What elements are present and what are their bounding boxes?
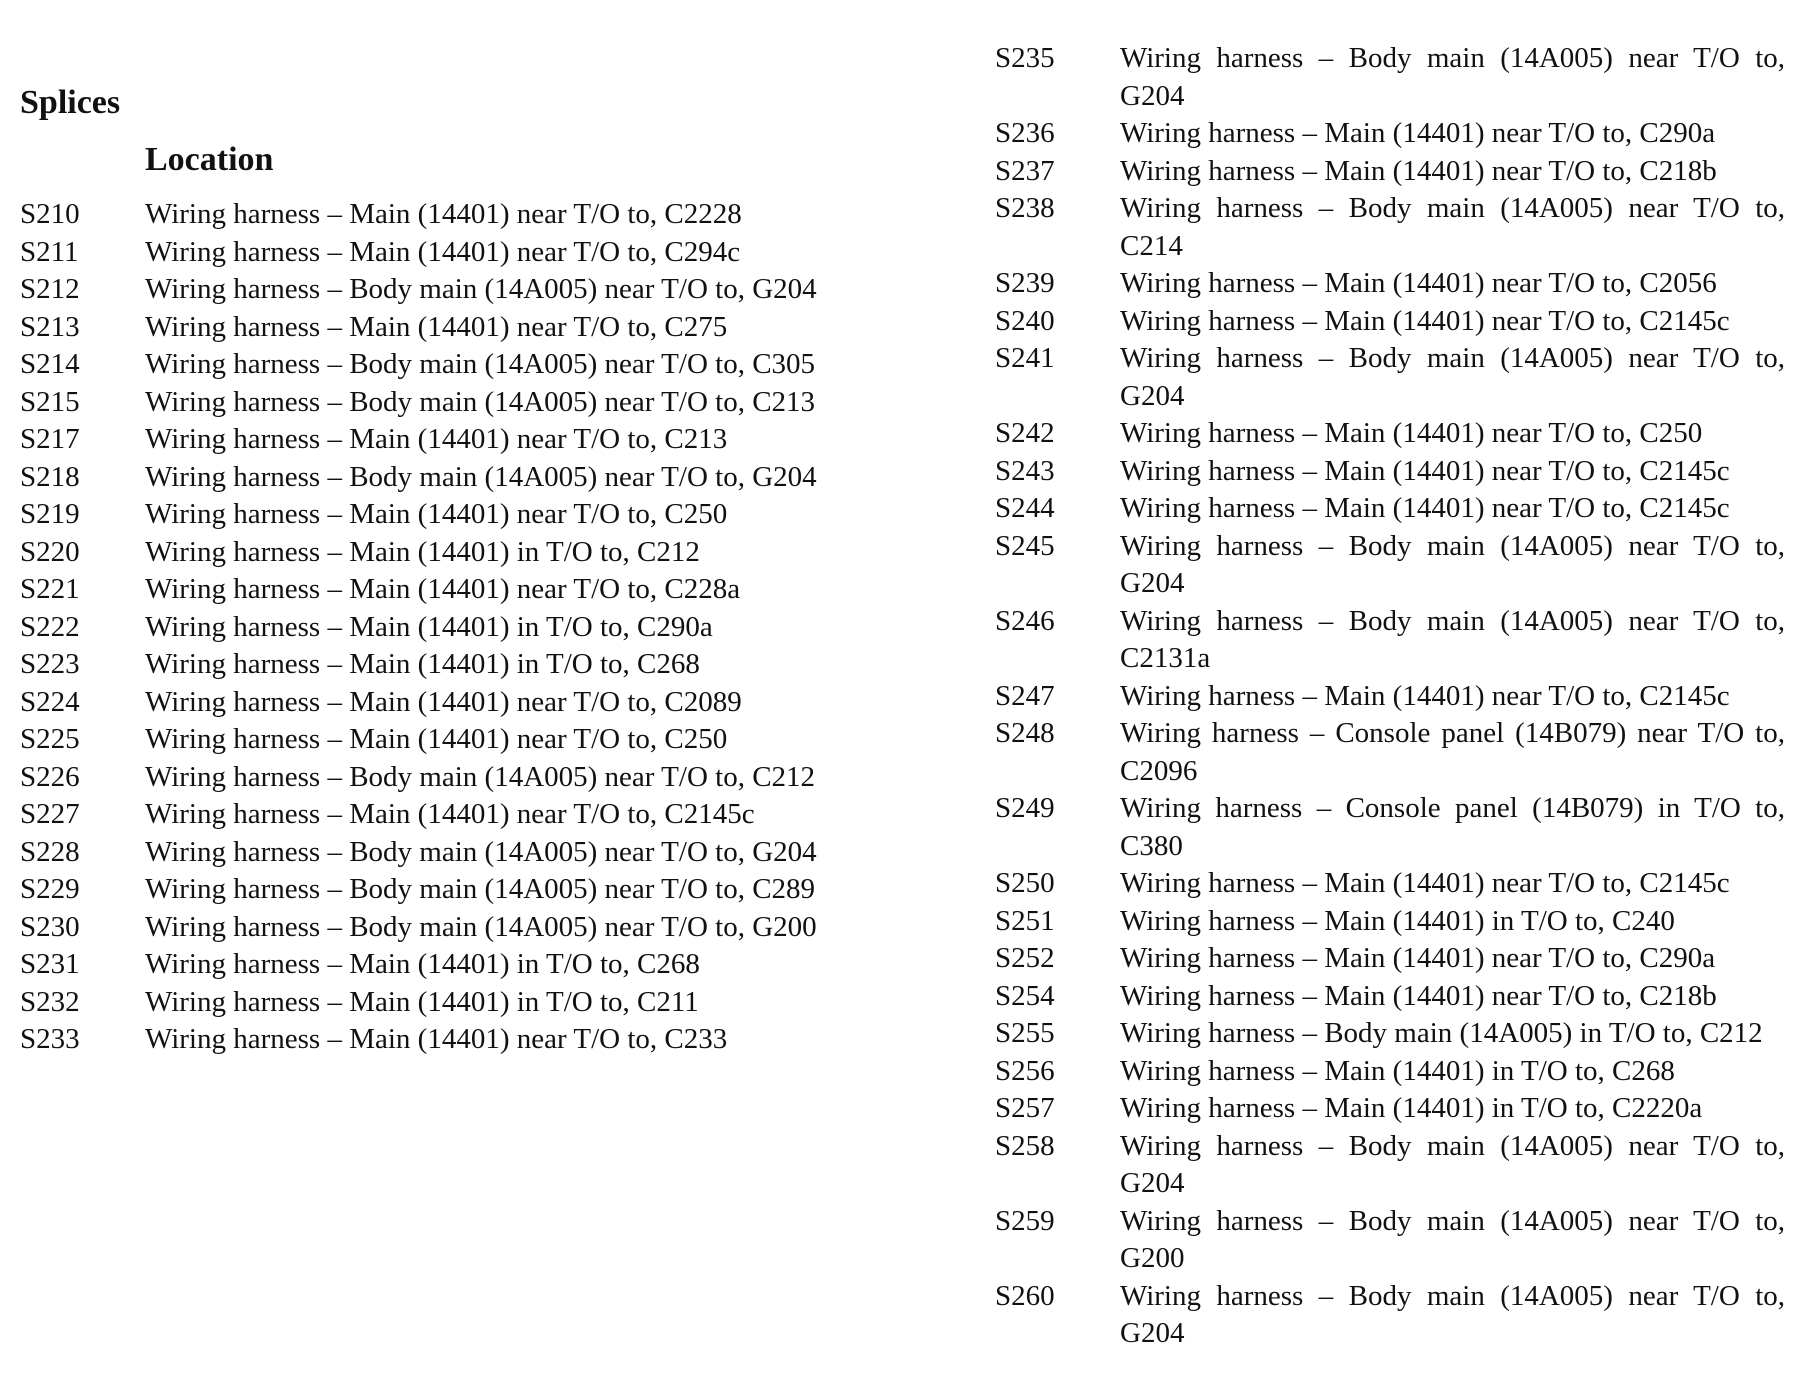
splice-location: Wiring harness – Main (14401) near T/O to, C250 [145, 498, 728, 530]
splice-code: S214 [20, 348, 80, 380]
splice-code: S230 [20, 910, 80, 943]
splice-location: Wiring harness – Body main (14A005) near T/O to, G204 [1120, 42, 1785, 112]
splice-location: Wiring harness – Body main (14A005) near T/O to, G204 [1120, 1279, 1785, 1349]
splice-code: S226 [20, 760, 80, 793]
splice-code: S240 [995, 304, 1055, 337]
splice-row [995, 978, 1785, 1016]
splice-code: S221 [20, 573, 80, 605]
splice-code: S252 [995, 942, 1055, 974]
splice-code: S218 [20, 460, 80, 493]
splice-location: Wiring harness – Main (14401) near T/O to, C228a [145, 573, 741, 605]
right-splice-list [995, 40, 1785, 1353]
splice-location: Wiring harness – Main (14401) near T/O to, C2145c [1120, 304, 1730, 337]
splice-row [20, 421, 820, 459]
splice-code: S258 [995, 1129, 1055, 1162]
splice-location: Wiring harness – Body main (14A005) near T/O to, G200 [1120, 1204, 1785, 1274]
splice-code: S256 [995, 1054, 1055, 1087]
splice-row [20, 796, 820, 834]
splice-row [995, 715, 1785, 790]
splice-code: S257 [995, 1092, 1055, 1124]
splice-code: S248 [995, 717, 1055, 749]
splice-location: Wiring harness – Main (14401) in T/O to, C268 [145, 648, 700, 680]
splice-location: Wiring harness – Main (14401) near T/O to, C250 [145, 723, 728, 755]
splice-code: S239 [995, 267, 1055, 299]
splice-row [995, 453, 1785, 491]
splice-row [20, 834, 820, 872]
splice-row [995, 1090, 1785, 1128]
splice-code: S219 [20, 498, 80, 530]
splice-row [995, 865, 1785, 903]
splice-code: S222 [20, 610, 80, 643]
splice-row [995, 1278, 1785, 1353]
splice-code: S220 [20, 535, 80, 568]
splice-row [995, 265, 1785, 303]
splice-row [20, 609, 820, 647]
splice-row [995, 678, 1785, 716]
splice-code: S231 [20, 948, 80, 980]
splice-location: Wiring harness – Body main (14A005) near T/O to, C2131a [1120, 604, 1785, 674]
splice-row [20, 721, 820, 759]
splice-location: Wiring harness – Body main (14A005) in T/O to, C212 [1120, 1017, 1763, 1049]
splice-code: S232 [20, 985, 80, 1018]
splice-location: Wiring harness – Body main (14A005) near T/O to, G204 [1120, 342, 1785, 412]
splice-location: Wiring harness – Console panel (14B079) in T/O to, C380 [1120, 792, 1785, 862]
splice-location: Wiring harness – Body main (14A005) near T/O to, C213 [145, 385, 816, 418]
splice-row [20, 459, 820, 497]
splice-row [995, 303, 1785, 341]
splice-location: Wiring harness – Body main (14A005) near T/O to, G204 [1120, 1129, 1785, 1199]
splice-location: Wiring harness – Main (14401) near T/O to, C213 [145, 423, 728, 455]
splice-code: S223 [20, 648, 80, 680]
splice-location: Wiring harness – Main (14401) near T/O to, C2145c [1120, 679, 1730, 712]
splice-location: Wiring harness – Main (14401) in T/O to, C240 [1120, 904, 1675, 937]
splice-location: Wiring harness – Body main (14A005) near T/O to, G204 [145, 835, 817, 868]
splice-row [995, 415, 1785, 453]
splice-location: Wiring harness – Main (14401) near T/O to, C233 [145, 1023, 728, 1055]
splice-row [20, 646, 820, 684]
splice-location: Wiring harness – Body main (14A005) near T/O to, C214 [1120, 192, 1785, 262]
splice-row [20, 984, 820, 1022]
splice-location: Wiring harness – Main (14401) near T/O to, C2145c [145, 798, 755, 830]
splice-code: S241 [995, 342, 1055, 374]
splice-row [995, 153, 1785, 191]
splice-code: S227 [20, 798, 80, 830]
splice-row [995, 903, 1785, 941]
splice-code: S244 [995, 492, 1055, 524]
splice-row [995, 490, 1785, 528]
splice-location: Wiring harness – Main (14401) in T/O to, C2220a [1120, 1092, 1703, 1124]
splice-code: S245 [995, 529, 1055, 562]
splice-code: S215 [20, 385, 80, 418]
splice-code: S217 [20, 423, 80, 455]
splice-row [20, 309, 820, 347]
splice-location: Wiring harness – Main (14401) near T/O to, C290a [1120, 117, 1716, 149]
splice-location: Wiring harness – Main (14401) near T/O to, C290a [1120, 942, 1716, 974]
splice-code: S250 [995, 867, 1055, 899]
splice-row [995, 340, 1785, 415]
splice-row [995, 790, 1785, 865]
left-splice-list [20, 196, 820, 1059]
splice-code: S228 [20, 835, 80, 868]
splice-code: S237 [995, 154, 1055, 187]
splice-row [20, 234, 820, 272]
splice-location: Wiring harness – Main (14401) in T/O to, C211 [145, 985, 699, 1018]
splice-row [995, 528, 1785, 603]
location-column-heading: Location [145, 141, 274, 178]
splice-row [20, 1021, 820, 1059]
splice-row [20, 496, 820, 534]
splice-code: S247 [995, 679, 1055, 712]
splice-row [995, 1015, 1785, 1053]
splice-row [20, 909, 820, 947]
splice-location: Wiring harness – Main (14401) near T/O to, C294c [145, 235, 741, 268]
splice-code: S225 [20, 723, 80, 755]
splice-code: S255 [995, 1017, 1055, 1049]
splice-location: Wiring harness – Console panel (14B079) near T/O to, C2096 [1120, 717, 1785, 787]
splice-location: Wiring harness – Body main (14A005) near T/O to, C212 [145, 760, 816, 793]
splice-code: S210 [20, 198, 80, 230]
splice-row [995, 603, 1785, 678]
splice-location: Wiring harness – Main (14401) in T/O to, C212 [145, 535, 700, 568]
splice-row [995, 40, 1785, 115]
splice-location: Wiring harness – Main (14401) near T/O to, C218b [1120, 979, 1717, 1012]
splice-location: Wiring harness – Body main (14A005) near T/O to, G200 [145, 910, 817, 943]
splice-code: S259 [995, 1204, 1055, 1237]
splice-code: S213 [20, 310, 80, 343]
splice-code: S235 [995, 42, 1055, 74]
splice-row [995, 1053, 1785, 1091]
splice-row [20, 571, 820, 609]
splice-location: Wiring harness – Main (14401) in T/O to, C290a [145, 610, 713, 643]
splice-row [995, 940, 1785, 978]
splice-code: S251 [995, 904, 1055, 937]
splice-code: S224 [20, 685, 80, 718]
splice-location: Wiring harness – Main (14401) near T/O to, C218b [1120, 154, 1717, 187]
splice-location: Wiring harness – Main (14401) in T/O to, C268 [1120, 1054, 1675, 1087]
splice-row [20, 196, 820, 234]
splice-location: Wiring harness – Main (14401) near T/O to, C250 [1120, 417, 1703, 449]
splice-code: S246 [995, 604, 1055, 637]
splice-location: Wiring harness – Main (14401) near T/O to, C2089 [145, 685, 742, 718]
splice-code: S229 [20, 873, 80, 905]
splice-row [20, 871, 820, 909]
splice-location: Wiring harness – Main (14401) near T/O to, C2145c [1120, 867, 1730, 899]
splice-row [20, 946, 820, 984]
splice-code: S233 [20, 1023, 80, 1055]
splice-location: Wiring harness – Body main (14A005) near T/O to, G204 [145, 460, 817, 493]
splice-location: Wiring harness – Main (14401) near T/O to, C2145c [1120, 492, 1730, 524]
splice-location: Wiring harness – Main (14401) near T/O to, C2145c [1120, 454, 1730, 487]
splice-code: S243 [995, 454, 1055, 487]
section-title: Splices [20, 84, 121, 121]
splice-location: Wiring harness – Main (14401) near T/O to, C275 [145, 310, 728, 343]
splice-row [995, 1128, 1785, 1203]
splice-row [20, 271, 820, 309]
splice-code: S211 [20, 235, 79, 268]
splice-code: S236 [995, 117, 1055, 149]
splice-location: Wiring harness – Body main (14A005) near T/O to, G204 [1120, 529, 1785, 599]
splice-row [995, 115, 1785, 153]
splice-row [995, 1203, 1785, 1278]
splice-row [20, 384, 820, 422]
splice-code: S212 [20, 273, 80, 305]
splice-location: Wiring harness – Main (14401) in T/O to, C268 [145, 948, 700, 980]
splice-row [20, 684, 820, 722]
splice-row [20, 759, 820, 797]
splice-code: S242 [995, 417, 1055, 449]
splice-code: S238 [995, 192, 1055, 224]
splice-location: Wiring harness – Main (14401) near T/O to, C2056 [1120, 267, 1717, 299]
splice-location: Wiring harness – Body main (14A005) near T/O to, C289 [145, 873, 816, 905]
splice-code: S260 [995, 1279, 1055, 1312]
splice-location: Wiring harness – Body main (14A005) near T/O to, G204 [145, 273, 817, 305]
splice-row [995, 190, 1785, 265]
splice-code: S254 [995, 979, 1055, 1012]
splice-row [20, 534, 820, 572]
splice-location: Wiring harness – Body main (14A005) near T/O to, C305 [145, 348, 816, 380]
splice-location: Wiring harness – Main (14401) near T/O to, C2228 [145, 198, 742, 230]
splice-row [20, 346, 820, 384]
splice-code: S249 [995, 792, 1055, 824]
